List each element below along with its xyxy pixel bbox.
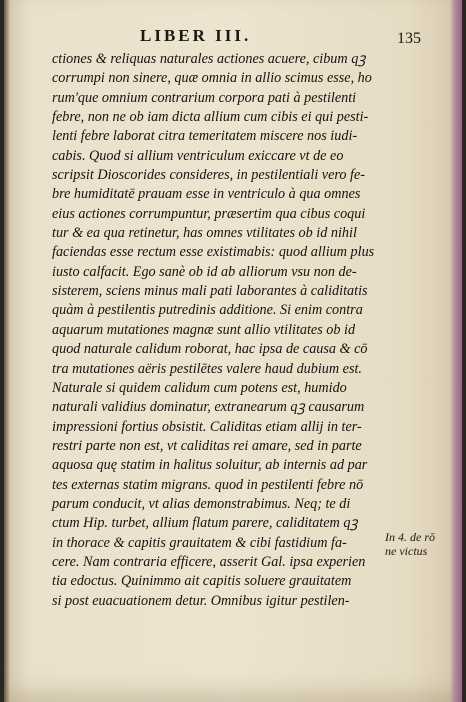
text-line: aquosa quę statim in halitus soluitur, ab internis ad par — [52, 457, 368, 474]
text-line: eius actiones corrumpuntur, præsertim qua cibus coqui — [52, 205, 366, 222]
text-line: in thorace & capitis grauitatem & cibi fastidium fa- — [52, 534, 347, 551]
running-head: LIBER III. — [140, 26, 252, 45]
body-text — [52, 50, 382, 611]
text-line: scripsit Dioscorides consideres, in pestilentiali vero fe- — [52, 167, 365, 184]
text-line: ctum Hip. turbet, allium flatum parere, caliditatem qꝫ — [52, 515, 358, 532]
text-line: lenti febre laborat citra temeritatem miscere nos iudi- — [52, 128, 358, 145]
text-line: tra mutationes aëris pestilētes valere haud dubium est. — [52, 360, 362, 377]
text-line: febre, non ne ob iam dicta allium cum cibis ei qui pesti- — [52, 109, 369, 126]
text-line: cabis. Quod si allium ventriculum exiccare vt de eo — [52, 147, 344, 164]
text-line: quod naturale calidum roborat, hac ipsa de causa & cō — [52, 341, 368, 358]
text-line: si post euacuationem detur. Omnibus igitur pestilen- — [52, 592, 350, 609]
text-line: tur & ea qua retinetur, has omnes vtilitates ob id nihil — [52, 225, 357, 242]
text-line: ctiones & reliquas naturales actiones acuere, cibum qꝫ — [52, 51, 366, 67]
text-line: quàm à pestilentis putredinis additione. Si enim contra — [52, 302, 363, 319]
text-line: restri parte non est, vt caliditas rei amare, sed in parte — [52, 437, 362, 454]
text-line: aquarum mutationes magnæ sunt allio vtilitates ob id — [52, 321, 356, 338]
text-line: iusto calfacit. Ego sanè ob id ab alliorum vsu non de- — [52, 263, 357, 280]
text-line: Naturale si quidem calidum cum potens est, humido — [52, 379, 347, 396]
text-line: naturali validius dominatur, extranearum qꝫ causarum — [52, 399, 365, 416]
marginal-note-line: In 4. de rō — [385, 530, 435, 544]
page-edge-stain — [450, 0, 462, 702]
text-line: corrumpi non sinere, quæ omnia in allio scimus esse, ho — [52, 70, 372, 87]
text-line: tia edoctus. Quinimmo ait capitis soluere grauitatem — [52, 573, 352, 590]
text-line: impressioni fortius obsistit. Caliditas etiam allij in ter- — [52, 418, 362, 435]
marginal-note — [385, 530, 435, 558]
text-line: parum conducit, vt alias demonstrabimus. Neq; te di — [52, 495, 351, 512]
text-line: rum'que omnium contrarium corpora pati à pestilenti — [52, 89, 357, 106]
page-number: 135 — [397, 30, 421, 47]
text-line: bre humiditatē prauam esse in ventriculo à qua omnes — [52, 186, 361, 203]
marginal-note-line: ne victus — [385, 544, 428, 558]
text-line: cere. Nam contraria efficere, asserit Gal. ipsa experien — [52, 553, 366, 570]
text-line: sisterem, sciens minus mali pati laborantes à caliditatis — [52, 283, 368, 300]
book-page — [4, 0, 462, 702]
text-line: tes externas statim migrans. quod in pestilenti febre nō — [52, 476, 364, 493]
text-line: faciendas esse rectum esse existimabis: quod allium plus — [52, 244, 375, 261]
gutter-shadow — [4, 0, 10, 702]
